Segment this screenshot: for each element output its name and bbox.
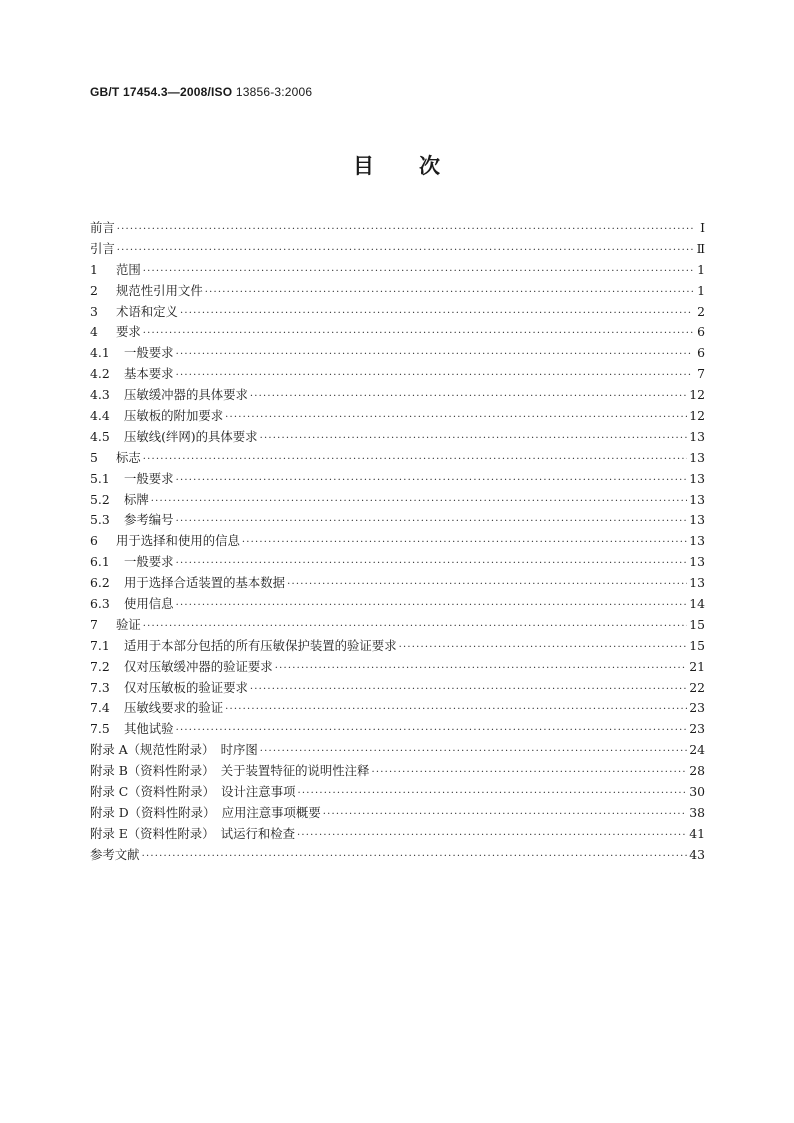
toc-entry-page: 23 [689,700,705,716]
iso-code: 13856-3:2006 [235,85,313,99]
toc-entry[interactable] [90,531,705,552]
toc-entry-page: 13 [689,533,705,549]
toc-entry-page: 38 [689,804,705,820]
toc-entry[interactable] [90,281,705,302]
toc-leader-dots [117,220,693,241]
toc-leader-dots [176,512,688,533]
toc-leader-dots [117,241,693,262]
toc-entry-title: 标牌 [124,491,149,507]
toc-entry-title: 仅对压敏缓冲器的验证要求 [124,658,273,674]
toc-entry-page: Ⅰ [700,220,705,235]
toc-leader-dots [205,283,693,304]
toc-entry-title: 前言 [90,220,115,235]
toc-entry-title: 术语和定义 [116,303,178,319]
standard-code: GB/T 17454.3—2008/ISO [90,85,233,99]
toc-entry-page: 13 [689,491,705,507]
toc-entry-title: 一般要求 [124,554,174,570]
toc-entry[interactable] [90,552,705,573]
toc-entry-page: 13 [689,428,705,444]
toc-entry[interactable] [90,469,705,490]
toc-entry[interactable] [90,678,705,699]
toc-entry-page: 24 [689,742,705,758]
toc-entry-title: 压敏缓冲器的具体要求 [124,387,248,403]
toc-entry[interactable] [90,322,705,343]
toc-leader-dots [142,847,688,868]
toc-entry[interactable] [90,573,705,594]
toc-entry[interactable] [90,824,705,845]
toc-entry-title: 标志 [116,449,141,465]
toc-entry[interactable] [90,260,705,281]
toc-entry-number: 7.3 [90,679,110,695]
toc-leader-dots [225,700,687,721]
toc-entry-title: 基本要求 [124,366,174,382]
toc-entry-title: 适用于本部分包括的所有压敏保护装置的验证要求 [124,637,397,653]
toc-entry-number: 5.2 [90,491,110,507]
toc-entry[interactable] [90,615,705,636]
toc-entry[interactable] [90,594,705,615]
table-of-contents [90,218,705,866]
toc-entry-page: 15 [689,616,705,632]
toc-leader-dots [287,575,687,596]
toc-entry-page: 41 [689,825,705,841]
toc-leader-dots [151,492,687,513]
toc-entry[interactable] [90,218,705,239]
toc-entry-page: 13 [689,449,705,465]
toc-entry-title: 压敏线(绊网)的具体要求 [124,428,258,444]
toc-leader-dots [260,742,687,763]
toc-entry-number: 7 [90,616,98,632]
toc-entry-title: 仅对压敏板的验证要求 [124,679,248,695]
toc-entry-page: 6 [697,345,705,361]
toc-leader-dots [143,617,687,638]
toc-entry[interactable] [90,803,705,824]
toc-entry-title: 其他试验 [124,721,174,737]
toc-entry[interactable] [90,740,705,761]
toc-entry-number: 7.1 [90,637,110,653]
toc-entry-title: 压敏板的附加要求 [124,408,224,424]
toc-entry[interactable] [90,657,705,678]
standard-header [90,85,312,99]
toc-leader-dots [225,408,687,429]
toc-entry-number: 4 [90,324,98,340]
toc-entry[interactable] [90,448,705,469]
toc-entry-title: 规范性引用文件 [116,282,203,298]
toc-entry-number: 4.5 [90,428,110,444]
toc-leader-dots [297,784,687,805]
page-title: 目 次 [353,154,441,178]
toc-leader-dots [143,324,693,345]
toc-entry-title: 要求 [116,324,141,340]
toc-entry-page: 12 [689,408,705,424]
toc-leader-dots [250,387,687,408]
toc-entry-title: 一般要求 [124,345,174,361]
toc-entry[interactable] [90,427,705,448]
toc-entry-title: 用于选择合适装置的基本数据 [124,575,286,591]
toc-entry-title: 附录 C（资料性附录） 设计注意事项 [90,784,296,800]
toc-leader-dots [176,471,688,492]
toc-leader-dots [176,721,688,742]
toc-entry-page: Ⅱ [696,240,705,256]
toc-leader-dots [180,304,693,325]
toc-entry-number: 6 [90,533,98,549]
toc-entry[interactable] [90,782,705,803]
toc-entry-page: 7 [697,366,705,382]
toc-leader-dots [371,763,687,784]
toc-entry-number: 7.5 [90,721,110,737]
toc-entry-number: 6.1 [90,554,110,570]
toc-entry[interactable] [90,364,705,385]
toc-leader-dots [297,826,687,847]
toc-leader-dots [176,596,688,617]
toc-entry-title: 附录 D（资料性附录） 应用注意事项概要 [90,804,321,820]
toc-leader-dots [250,680,687,701]
toc-entry-number: 5 [90,449,98,465]
toc-entry-number: 6.2 [90,575,110,591]
toc-entry[interactable] [90,302,705,323]
toc-leader-dots [275,659,688,680]
toc-leader-dots [242,533,687,554]
toc-entry-page: 13 [689,575,705,591]
toc-entry-number: 4.4 [90,408,110,424]
toc-entry-page: 22 [689,679,705,695]
toc-entry[interactable] [90,490,705,511]
toc-entry[interactable] [90,406,705,427]
toc-entry-number: 7.4 [90,700,110,716]
toc-entry[interactable] [90,385,705,406]
toc-entry-title: 范围 [116,261,141,277]
toc-entry-number: 5.1 [90,470,110,486]
toc-entry-page: 13 [689,470,705,486]
toc-entry[interactable] [90,239,705,260]
toc-entry[interactable] [90,343,705,364]
toc-entry-title: 附录 E（资料性附录） 试运行和检查 [90,825,296,841]
toc-entry-number: 4.2 [90,366,110,382]
toc-entry-number: 7.2 [90,658,110,674]
toc-entry-number: 5.3 [90,512,110,528]
toc-entry-page: 1 [697,282,705,298]
toc-entry-title: 参考文献 [90,846,140,862]
toc-entry-title: 参考编号 [124,512,174,528]
toc-entry[interactable] [90,636,705,657]
toc-entry[interactable] [90,510,705,531]
toc-entry-number: 4.3 [90,387,110,403]
toc-entry[interactable] [90,698,705,719]
toc-entry-title: 使用信息 [124,596,174,612]
toc-leader-dots [143,450,687,471]
toc-entry-page: 1 [697,261,705,277]
toc-leader-dots [176,345,693,366]
toc-leader-dots [323,805,688,826]
toc-leader-dots [399,638,688,659]
toc-entry-page: 23 [689,721,705,737]
toc-entry-number: 2 [90,282,98,298]
toc-entry-page: 12 [689,387,705,403]
toc-entry-title: 压敏线要求的验证 [124,700,224,716]
toc-entry-page: 13 [689,554,705,570]
toc-entry-title: 用于选择和使用的信息 [116,533,240,549]
toc-leader-dots [143,262,693,283]
toc-entry-page: 6 [697,324,705,340]
toc-entry[interactable] [90,845,705,866]
toc-entry-page: 14 [689,596,705,612]
toc-entry-page: 28 [689,763,705,779]
toc-entry[interactable] [90,719,705,740]
toc-entry-page: 2 [697,303,705,319]
toc-entry-page: 13 [689,512,705,528]
toc-entry-title: 一般要求 [124,470,174,486]
toc-entry-title: 附录 B（资料性附录） 关于装置特征的说明性注释 [90,763,370,779]
toc-entry-page: 15 [689,637,705,653]
toc-entry[interactable] [90,761,705,782]
toc-entry-page: 30 [689,784,705,800]
toc-entry-title: 附录 A（规范性附录） 时序图 [90,742,258,758]
toc-entry-page: 43 [689,846,705,862]
toc-entry-number: 1 [90,261,98,277]
toc-entry-number: 3 [90,303,98,319]
toc-entry-title: 引言 [90,240,115,256]
toc-entry-number: 6.3 [90,596,110,612]
toc-leader-dots [176,366,693,387]
toc-entry-number: 4.1 [90,345,110,361]
toc-entry-page: 21 [689,658,705,674]
toc-entry-title: 验证 [116,616,141,632]
toc-leader-dots [176,554,688,575]
toc-leader-dots [260,429,688,450]
